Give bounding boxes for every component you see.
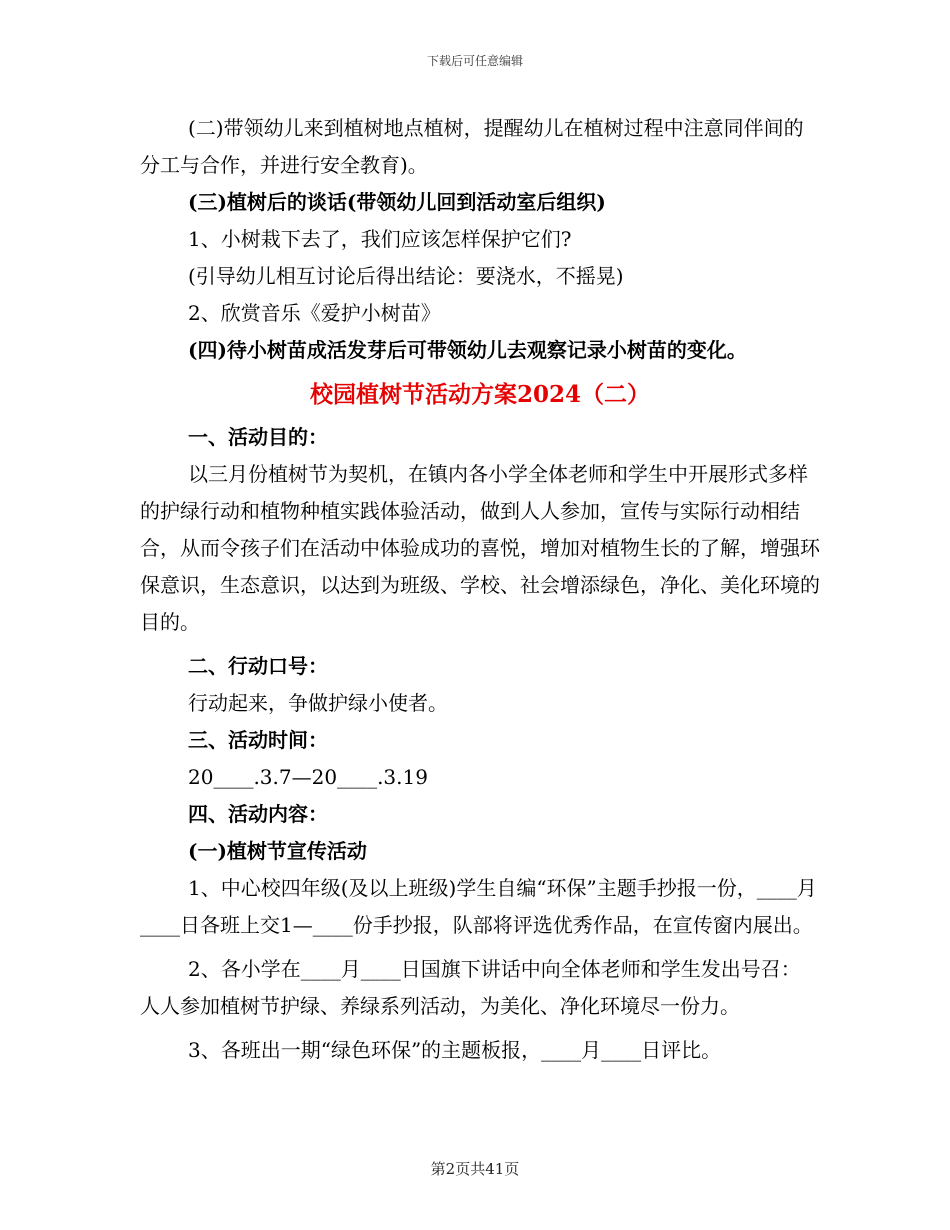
document-title: 校园植树节活动方案2024（二）: [309, 381, 650, 408]
paragraph-purpose: 以三月份植树节为契机，在镇内各小学全体老师和学生中开展形式多样的护绿行动和植物种植实践体验活动，做到人人参加，宣传与实际行动相结合，从而令孩子们在活动中体验成功的喜悦，增加对植物生长的了解，增强环保意识，生态意识，以达到为班级、学校、社会增添绿色，净化、美化环境的目的。: [140, 462, 820, 634]
heading-time: 三、活动时间：: [188, 728, 328, 752]
page-header-note: 下载后可任意编辑: [426, 54, 523, 68]
section-heading-observe: (四)待小树苗成活发芽后可带领幼儿去观察记录小树苗的变化。: [188, 338, 747, 362]
document-body: [140, 110, 820, 1069]
paragraph-item-1: 1、中心校四年级(及以上班级)学生自编“环保”主题手抄报一份，____月____日各班上交1—____份手抄报，队部将评选优秀作品，在宣传窗内展出。: [140, 876, 817, 937]
heading-content: 四、活动内容：: [188, 802, 328, 826]
paragraph-planting: (二)带领幼儿来到植树地点植树，提醒幼儿在植树过程中注意同伴间的分工与合作，并进行安全教育)。: [140, 116, 804, 177]
paragraph-slogan: 行动起来，争做护绿小使者。: [188, 691, 448, 715]
paragraph-music: 2、欣赏音乐《爱护小树苗》: [188, 301, 441, 325]
heading-purpose: 一、活动目的：: [188, 425, 328, 449]
paragraph-time: 20____.3.7—20____.3.19: [188, 765, 428, 789]
section-heading-talk: (三)植树后的谈话(带领幼儿回到活动室后组织): [188, 190, 606, 214]
paragraph-question: 1、小树栽下去了，我们应该怎样保护它们?: [188, 227, 572, 251]
paragraph-conclusion: (引导幼儿相互讨论后得出结论：要浇水，不摇晃): [188, 264, 624, 288]
subheading-promotion: (一)植树节宣传活动: [188, 839, 367, 863]
page-number: 第2页共41页: [430, 1160, 520, 1178]
paragraph-item-2: 2、各小学在____月____日国旗下讲话中向全体老师和学生发出号召：人人参加植树节护绿、养绿系列活动，为美化、净化环境尽一份力。: [140, 957, 801, 1018]
paragraph-item-3: 3、各班出一期“绿色环保”的主题板报，____月____日评比。: [188, 1038, 722, 1062]
heading-slogan: 二、行动口号：: [188, 654, 328, 678]
